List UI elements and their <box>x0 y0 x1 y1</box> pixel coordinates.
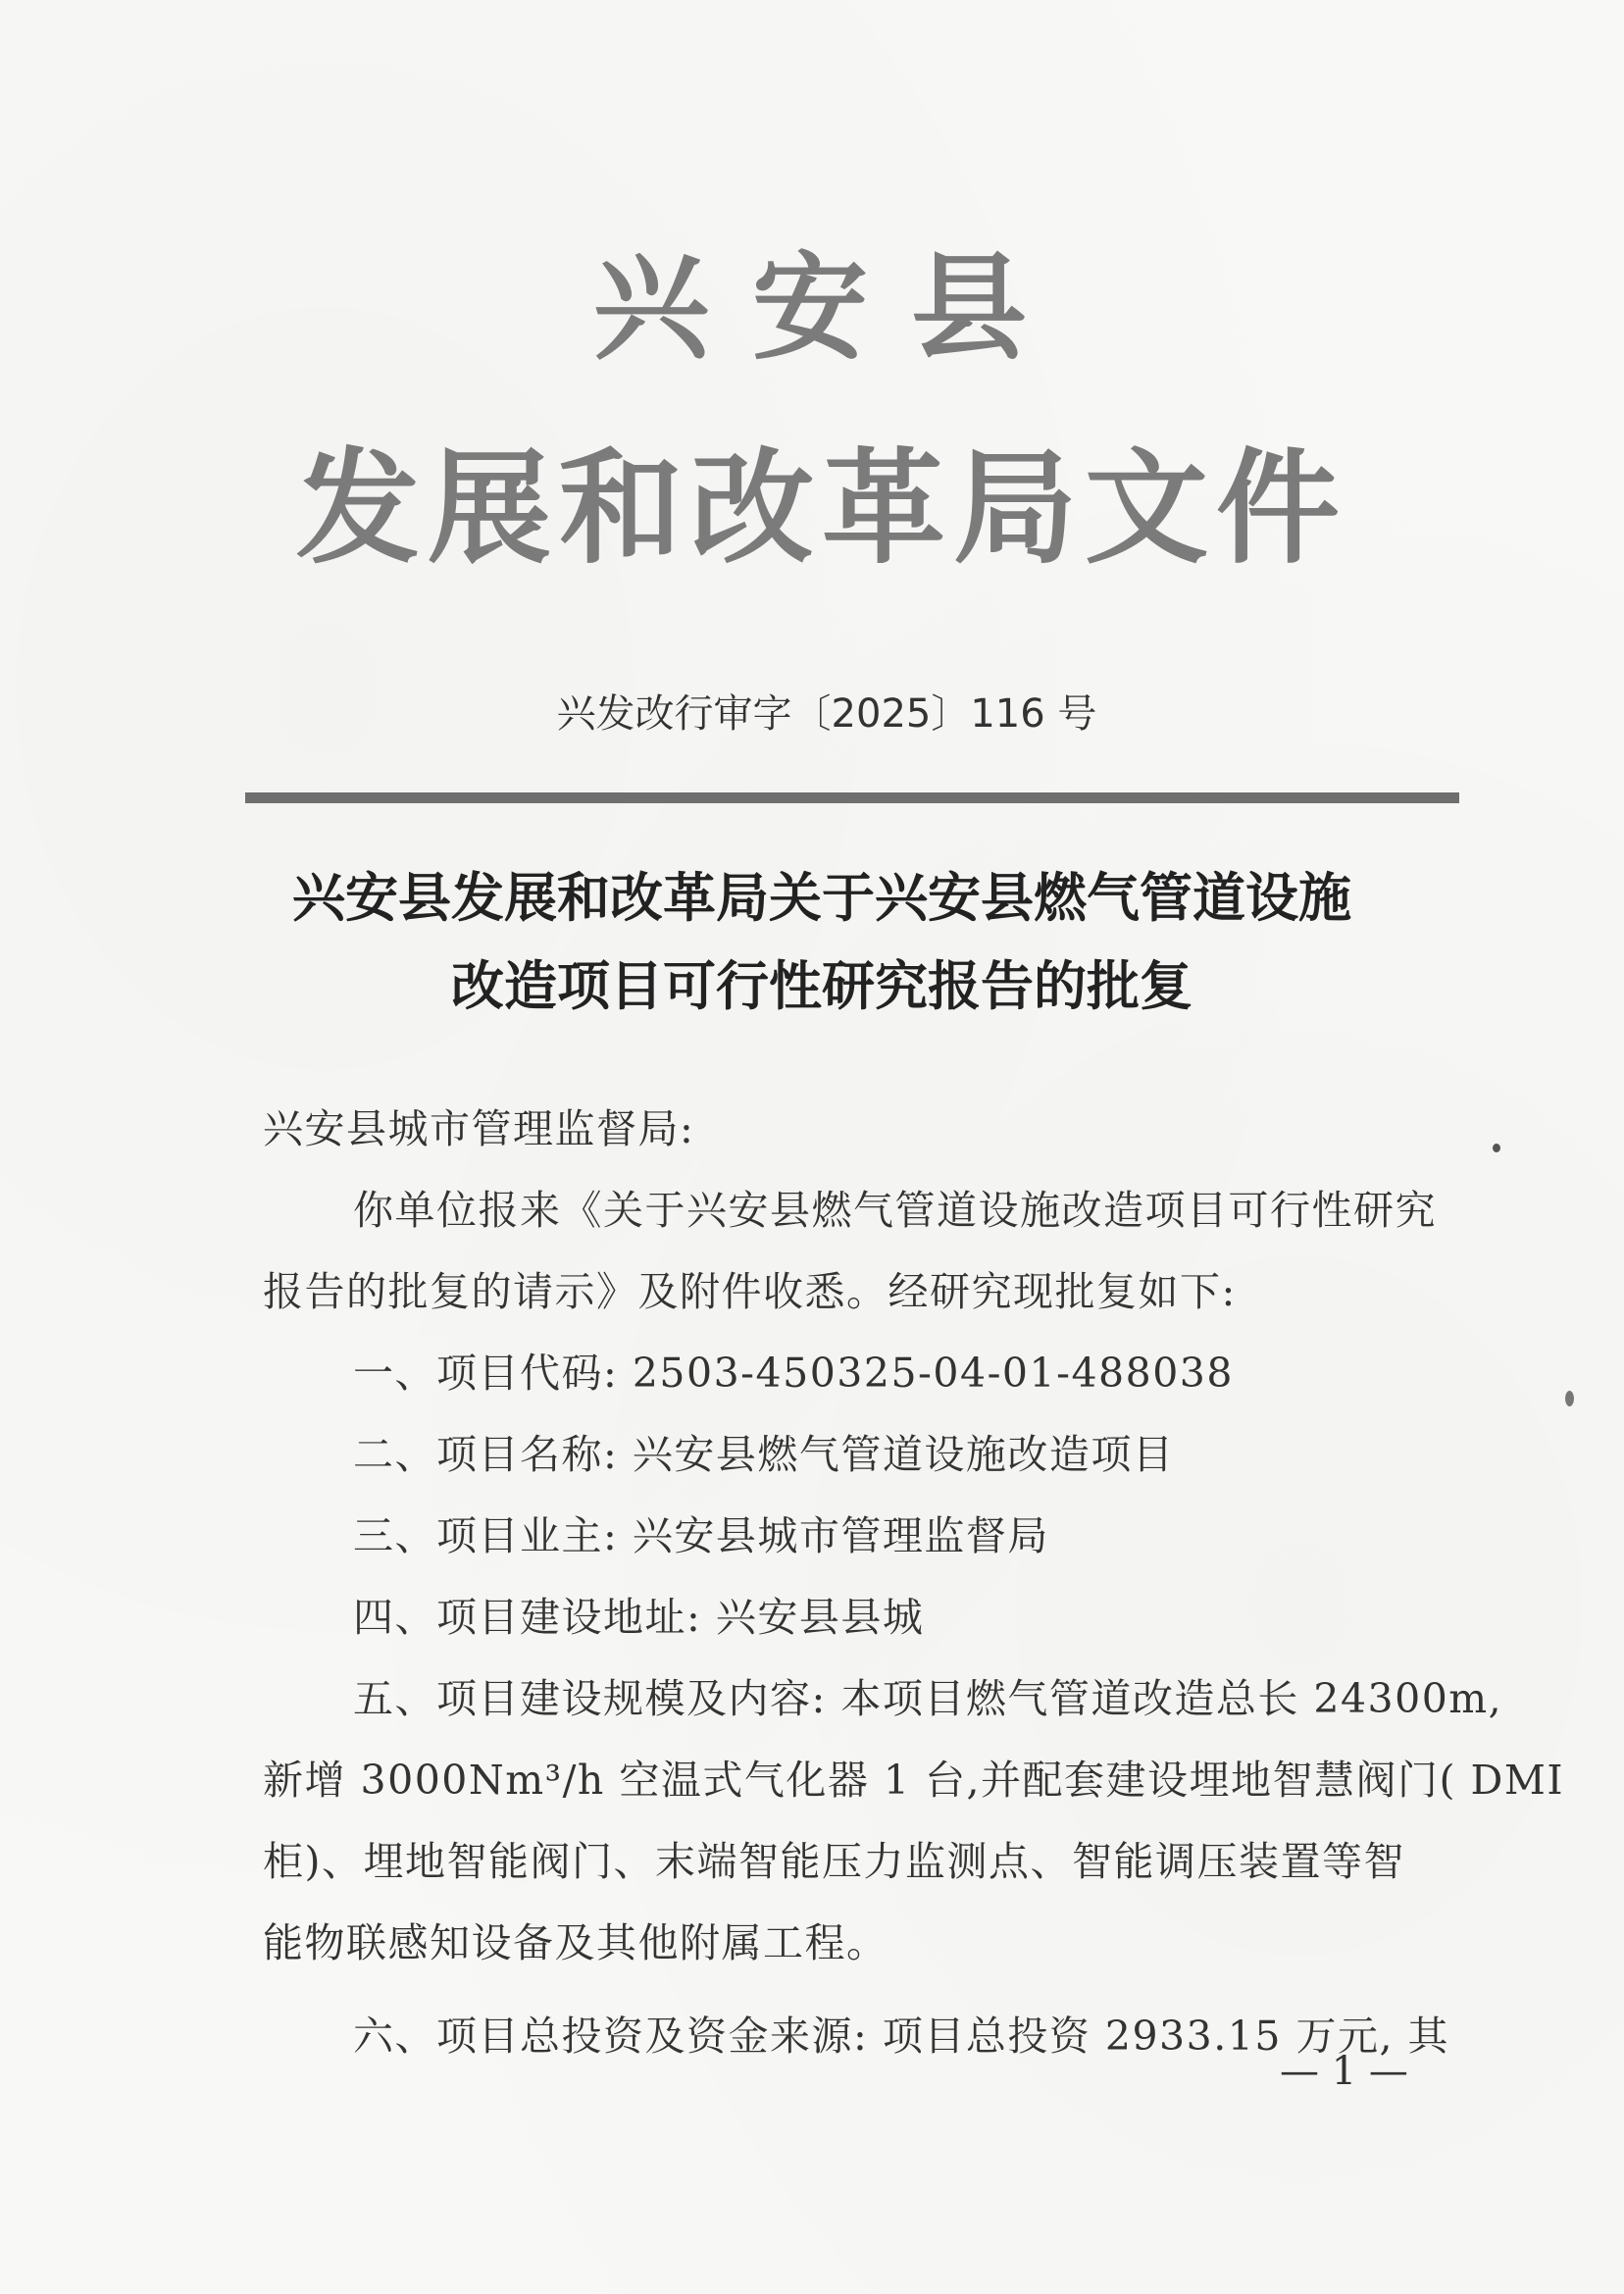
document-title-line: 改造项目可行性研究报告的批复 <box>451 954 1193 1017</box>
document-title-line: 兴安县发展和改革局关于兴安县燃气管道设施 <box>292 866 1351 929</box>
list-item-continuation: 能物联感知设备及其他附属工程。 <box>263 1919 888 1966</box>
list-item: 三、项目业主: 兴安县城市管理监督局 <box>353 1512 1049 1559</box>
header-divider <box>245 792 1459 803</box>
document-type-heading: 发展和改革局文件 <box>296 435 1347 581</box>
body-paragraph: 报告的批复的请示》及附件收悉。经研究现批复如下: <box>263 1268 1237 1315</box>
list-item: 六、项目总投资及资金来源: 项目总投资 2933.15 万元, 其 <box>353 2013 1450 2060</box>
list-item-continuation: 柜)、埋地智能阀门、末端智能压力监测点、智能调压装置等智 <box>263 1838 1405 1885</box>
list-item: 一、项目代码: 2503-450325-04-01-488038 <box>353 1350 1234 1397</box>
list-item-continuation: 新增 3000Nm³/h 空温式气化器 1 台,并配套建设埋地智慧阀门( DMI <box>263 1757 1565 1804</box>
list-item: 二、项目名称: 兴安县燃气管道设施改造项目 <box>353 1431 1175 1478</box>
document-title <box>0 853 1624 1030</box>
page-number: — 1 — <box>1280 2049 1408 2094</box>
document-number: 兴发改行审字〔2025〕116 号 <box>556 691 1097 737</box>
issuer-name: 兴安县 <box>592 239 1070 376</box>
scan-speck <box>1565 1391 1574 1406</box>
document-body <box>263 1089 1565 2077</box>
body-paragraph: 你单位报来《关于兴安县燃气管道设施改造项目可行性研究 <box>353 1187 1437 1234</box>
list-item: 五、项目建设规模及内容: 本项目燃气管道改造总长 24300m, <box>353 1675 1503 1722</box>
list-item: 四、项目建设地址: 兴安县县城 <box>353 1594 925 1641</box>
scan-speck <box>1493 1144 1500 1152</box>
salutation: 兴安县城市管理监督局: <box>263 1105 695 1152</box>
